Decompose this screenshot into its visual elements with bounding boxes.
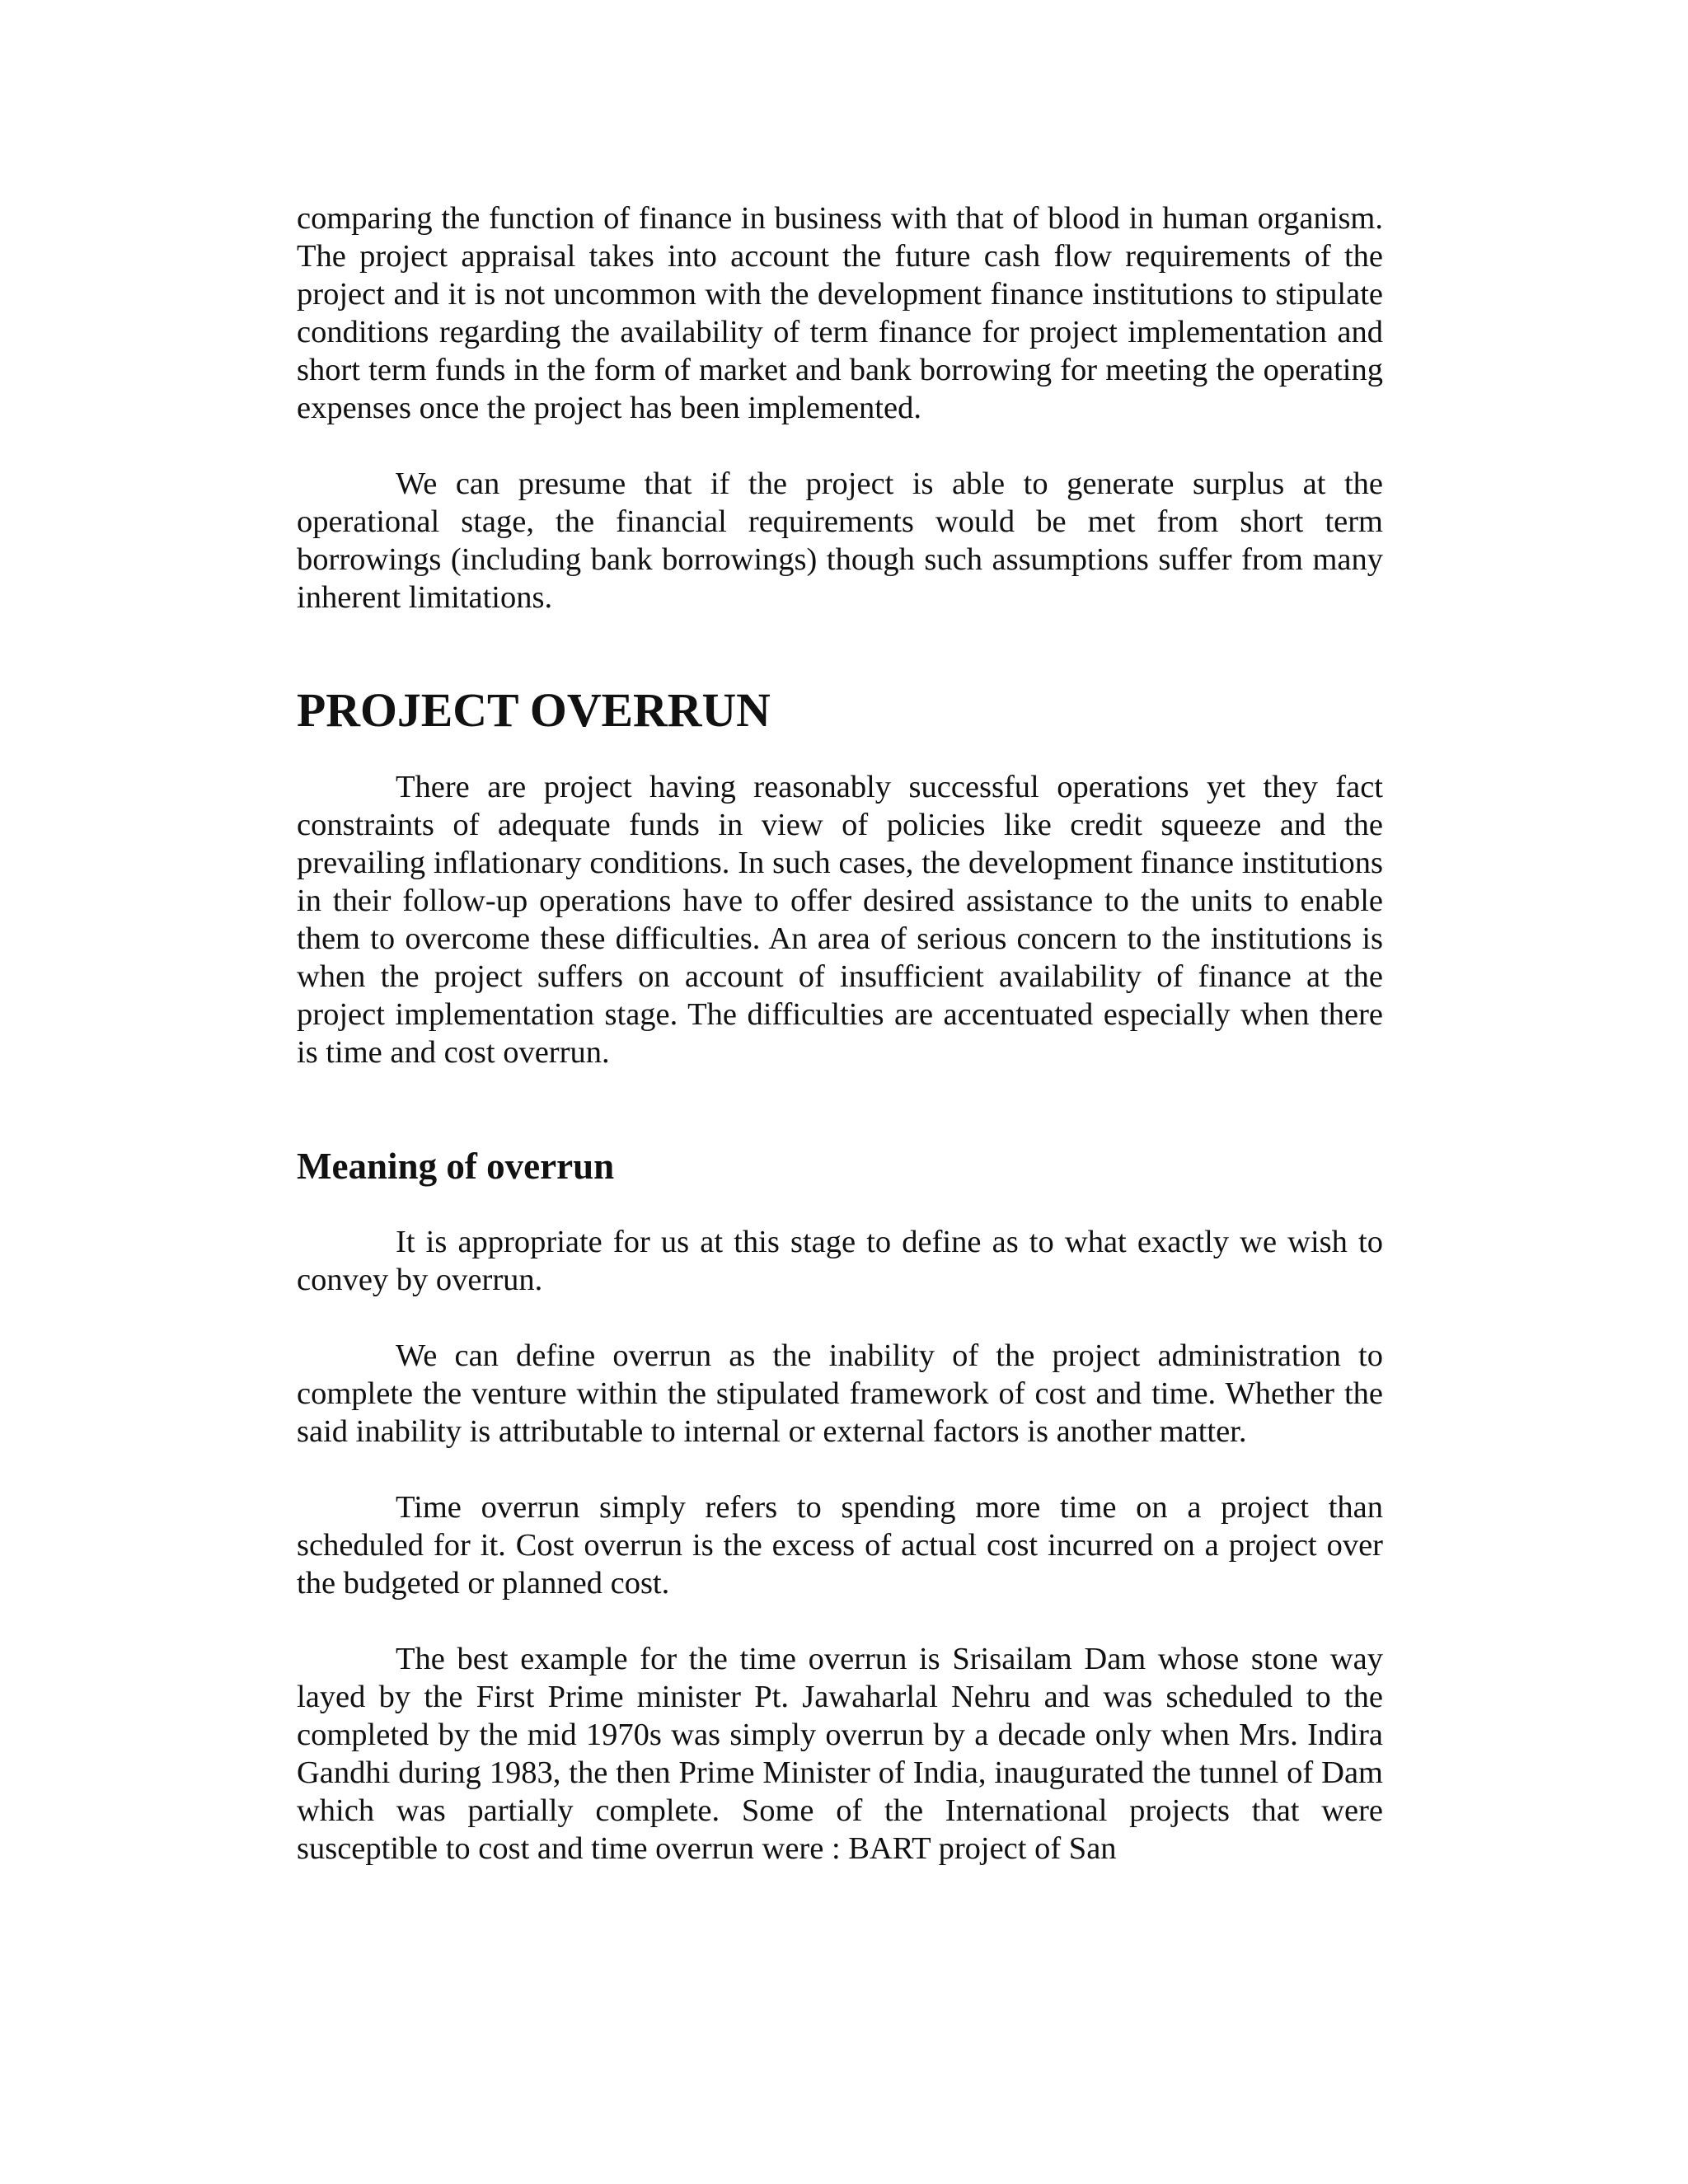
paragraph-srisailam-example: The best example for the time overrun is Srisailam Dam whose stone way layed by the First Prime minister Pt. Jawaharlal Nehru and was scheduled to the completed by the mid 1970s was simply overrun by a decade only when Mrs. Indira Gandhi during 1983, the then Prime Minister of India, inaugurated the tunnel of Dam which was partially complete. Some of the International projects that were susceptible to cost and time overrun were : BART project of San xyxy=(297,1642,1383,1866)
page-content xyxy=(297,199,1383,1868)
paragraph-finance-blood: comparing the function of finance in business with that of blood in human organism. The project appraisal takes into account the future cash flow requirements of the project and it is not uncommon with the development finance institutions to stipulate conditions regarding the availability of term finance for project implementation and short term funds in the form of market and bank borrowing for meeting the operating expenses once the project has been implemented. xyxy=(297,201,1383,425)
paragraph-surplus-presumption: We can presume that if the project is able to generate surplus at the operational stage, the financial requirements would be met from short term borrowings (including bank borrowings) though such assumptions suffer from many inherent limitations. xyxy=(297,466,1383,615)
paragraph-overrun-definition: We can define overrun as the inability of the project administration to complete the venture within the stipulated framework of cost and time. Whether the said inability is attributable to internal or external factors is another matter. xyxy=(297,1338,1383,1449)
heading-meaning-of-overrun: Meaning of overrun xyxy=(297,1146,615,1187)
spacer xyxy=(297,1299,1383,1337)
paragraph-time-cost-overrun: Time overrun simply refers to spending more time on a project than scheduled for it. Cost overrun is the excess of actual cost incurred on a project over the budgeted or planned cost. xyxy=(297,1490,1383,1601)
spacer xyxy=(297,1602,1383,1640)
paragraph-fund-constraints: There are project having reasonably successful operations yet they fact constraints of adequate funds in view of policies like credit squeeze and the prevailing inflationary conditions. In such cases, the development finance institutions in their follow-up operations have to offer desired assistance to the units to enable them to overcome these difficulties. An area of serious concern to the institutions is when the project suffers on account of insufficient availability of finance at the project implementation stage. The difficulties are accentuated especially when there is time and cost overrun. xyxy=(297,770,1383,1070)
spacer xyxy=(297,1451,1383,1488)
spacer xyxy=(297,1185,1383,1223)
heading-project-overrun: PROJECT OVERRUN xyxy=(297,685,771,737)
paragraph-define-intro: It is appropriate for us at this stage to define as to what exactly we wish to convey by overrun. xyxy=(297,1225,1383,1297)
spacer xyxy=(297,1071,1383,1147)
spacer xyxy=(297,616,1383,692)
spacer xyxy=(297,427,1383,465)
